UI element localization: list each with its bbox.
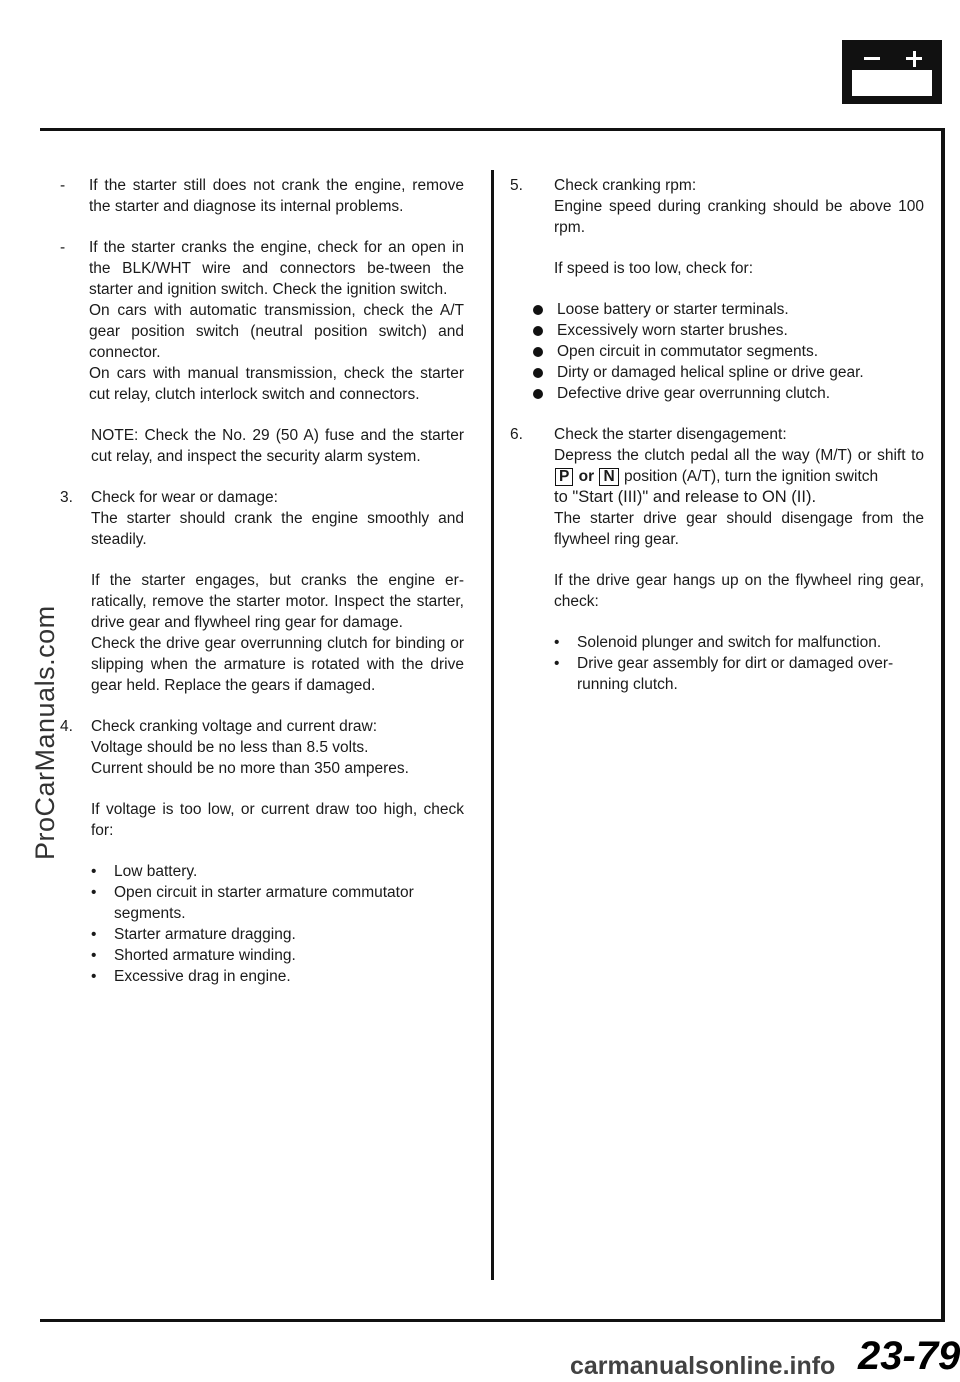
step-4: [60, 716, 464, 987]
step-3: [60, 487, 464, 696]
list-item-text: Low battery.: [114, 863, 198, 880]
dash-item-1: [30, 175, 464, 217]
list-item: [91, 861, 464, 882]
minus-symbol: [864, 57, 880, 60]
list-item: [554, 653, 924, 695]
step-6-p1b: position (A/T), turn the ignition switch: [623, 468, 879, 485]
park-position-box: P: [555, 468, 573, 486]
step-6-bullets: [554, 632, 924, 695]
step-3-p3: Check the drive gear overrunning clutch for binding or slipping when the armature is rotated with the drive gear held. Replace the gears if damaged.: [91, 635, 464, 694]
list-item-text: Shorted armature winding.: [114, 947, 296, 964]
step-5-bullets: [533, 299, 924, 404]
list-item-text: Open circuit in commutator segments.: [557, 343, 819, 360]
step-4-p2: If voltage is too low, or current draw too high, check for:: [91, 801, 464, 839]
dash-item-2-text: If the starter cranks the engine, check for an open in the BLK/WHT wire and connectors be-tween the starter and ignition switch. Check the ignition switch.: [89, 239, 464, 298]
list-item: [533, 362, 924, 383]
bullet-dot-icon: [533, 368, 543, 378]
dash-item-2-mt: On cars with manual transmission, check the starter cut relay, clutch interlock switch and connectors.: [89, 365, 464, 403]
list-item-text: Excessive drag in engine.: [114, 968, 291, 985]
list-item: [91, 966, 464, 987]
left-column: [60, 175, 464, 987]
step-4-title: Check cranking voltage and current draw:: [91, 718, 378, 735]
step-5-p1: Engine speed during cranking should be above 100 rpm.: [554, 198, 924, 236]
list-item-text: Loose battery or starter terminals.: [557, 301, 789, 318]
step-5-number: 5.: [510, 177, 523, 194]
step-6-title: Check the starter disengagement:: [554, 426, 787, 443]
dash-item-2: [30, 237, 464, 405]
step-6-p3: If the drive gear hangs up on the flywheel ring gear, check:: [554, 572, 924, 610]
dash-mark: -: [60, 239, 66, 256]
bullet-dot-icon: [533, 305, 543, 315]
step-6-p2: The starter drive gear should disengage from the flywheel ring gear.: [554, 510, 924, 548]
right-column: [510, 175, 924, 695]
list-item: [533, 383, 924, 404]
list-item: [533, 299, 924, 320]
list-item-text: Defective drive gear overrunning clutch.: [557, 385, 831, 402]
step-4-bullets: [91, 861, 464, 987]
bullet-dot-icon: [533, 389, 543, 399]
list-item: [554, 632, 924, 653]
bullet-mark: •: [554, 655, 560, 672]
step-3-number: 3.: [60, 489, 73, 506]
bullet-dot-icon: [533, 326, 543, 336]
step-6: [510, 424, 924, 695]
list-item: [533, 341, 924, 362]
step-3-title: Check for wear or damage:: [91, 489, 278, 506]
top-rule: [40, 128, 944, 131]
column-divider: [491, 170, 494, 1280]
battery-icon: [842, 40, 942, 104]
or-word: or: [578, 468, 595, 485]
list-item: [533, 320, 924, 341]
bullet-mark: •: [91, 863, 97, 880]
bullet-mark: •: [91, 947, 97, 964]
dash-mark: -: [60, 177, 66, 194]
neutral-position-box: N: [599, 468, 618, 486]
dash-item-2-at: On cars with automatic transmission, check the A/T gear position switch (neutral position switch) and connector.: [89, 302, 464, 361]
list-item-text: Excessively worn starter brushes.: [557, 322, 788, 339]
list-item: [91, 945, 464, 966]
list-item-text: Open circuit in starter armature commutator segments.: [114, 884, 414, 922]
step-6-p1c: to "Start (III)" and release to ON (II).: [554, 488, 817, 506]
list-item: [91, 924, 464, 945]
step-3-p1: The starter should crank the engine smoothly and steadily.: [91, 510, 464, 548]
bullet-mark: •: [91, 884, 97, 901]
step-4-number: 4.: [60, 718, 73, 735]
list-item-text: Solenoid plunger and switch for malfunction.: [577, 634, 882, 651]
bullet-dot-icon: [533, 347, 543, 357]
watermark-left: ProCarManuals.com: [30, 605, 60, 860]
step-4-voltage: Voltage should be no less than 8.5 volts.: [91, 739, 369, 756]
bullet-mark: •: [91, 968, 97, 985]
list-item-text: Drive gear assembly for dirt or damaged over-running clutch.: [577, 655, 894, 693]
step-5: [510, 175, 924, 404]
dash-item-1-text: If the starter still does not crank the engine, remove the starter and diagnose its internal problems.: [89, 177, 464, 215]
step-6-p1a: Depress the clutch pedal all the way (M/T) or shift to: [554, 447, 924, 464]
bottom-rule: [40, 1319, 945, 1322]
bullet-mark: •: [91, 926, 97, 943]
watermark-bottom: carmanualsonline.info: [570, 1352, 836, 1380]
page-number: 23-79: [858, 1334, 960, 1378]
list-item-text: Dirty or damaged helical spline or drive gear.: [557, 364, 864, 381]
bullet-mark: •: [554, 634, 560, 651]
step-6-number: 6.: [510, 426, 523, 443]
plus-symbol-v: [913, 51, 916, 67]
step-3-p2: If the starter engages, but cranks the engine er-ratically, remove the starter motor. Inspect the starter, drive gear and flywheel ring gear for damage.: [91, 572, 464, 631]
step-4-current: Current should be no more than 350 amperes.: [91, 760, 409, 777]
battery-body: [852, 70, 932, 96]
step-5-title: Check cranking rpm:: [554, 177, 697, 194]
list-item: [91, 882, 464, 924]
note-paragraph: NOTE: Check the No. 29 (50 A) fuse and the starter cut relay, and inspect the security alarm system.: [91, 427, 464, 465]
step-5-p2: If speed is too low, check for:: [554, 260, 754, 277]
list-item-text: Starter armature dragging.: [114, 926, 296, 943]
right-rule: [941, 128, 945, 1322]
step-6-p1: [554, 445, 924, 487]
